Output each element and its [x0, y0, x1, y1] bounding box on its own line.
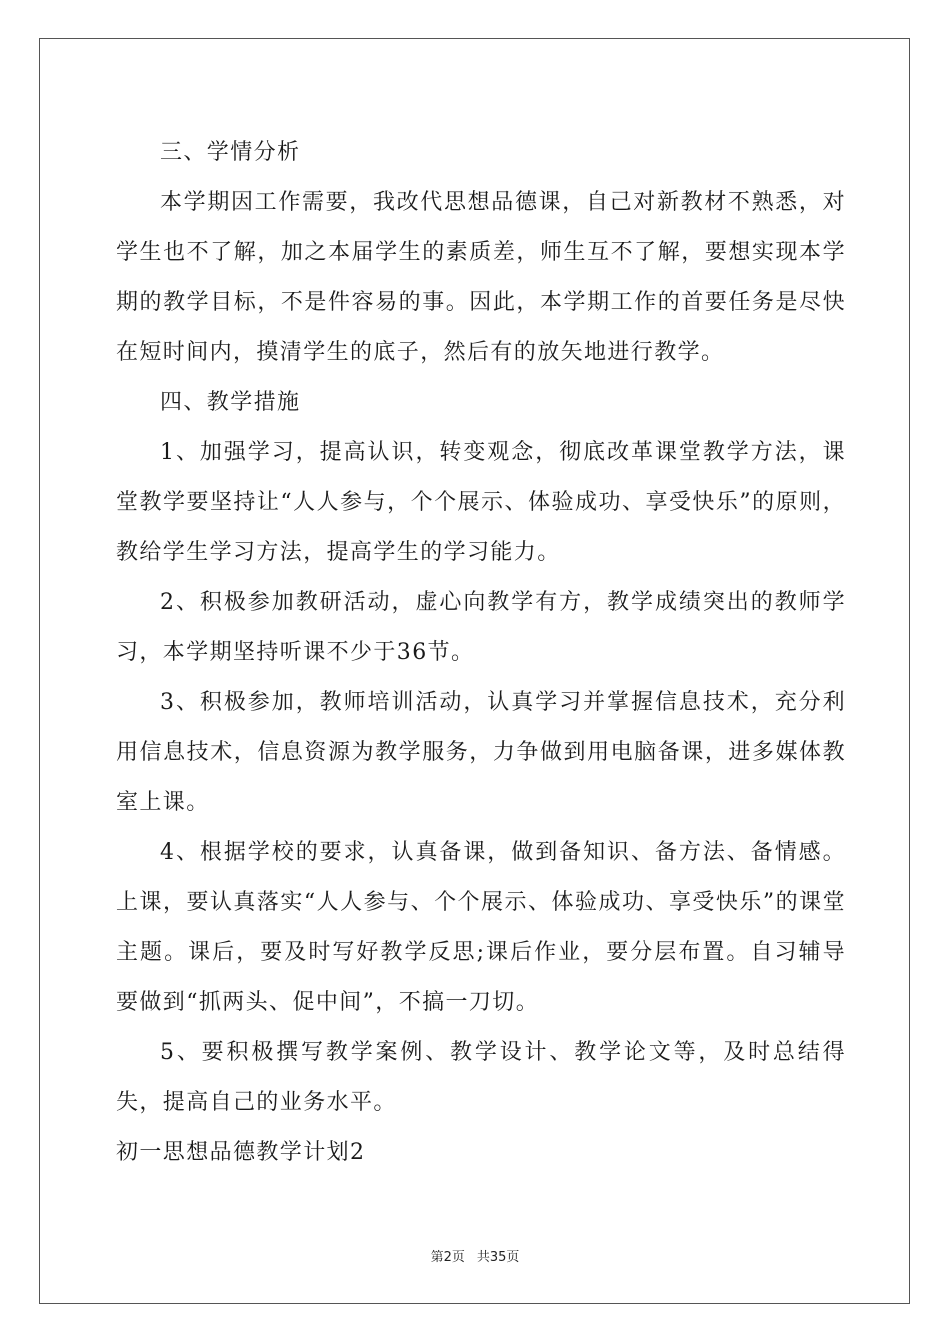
section-heading-4: 四、教学措施	[160, 390, 301, 415]
paragraph-measure-4: 4、根据学校的要求，认真备课，做到备知识、备方法、备情感。上课，要认真落实“人人参与、个个展示、体验成功、享受快乐”的课堂主题。课后，要及时写好教学反思;课后作业，要分层布置。自习辅导要做到“抓两头、促中间”，不搞一刀切。	[116, 840, 846, 1015]
paragraph-measure-3: 3、积极参加，教师培训活动，认真学习并掌握信息技术，充分利用信息技术，信息资源为教学服务，力争做到用电脑备课，进多媒体教室上课。	[116, 690, 846, 815]
paragraph-measure-2: 2、积极参加教研活动，虚心向教学有方，教学成绩突出的教师学习，本学期坚持听课不少于36节。	[116, 590, 846, 665]
page-number: 第2页	[430, 1250, 465, 1265]
page-footer	[0, 1246, 950, 1265]
section-heading-3: 三、学情分析	[160, 140, 301, 165]
next-plan-title: 初一思想品德教学计划2	[116, 1140, 366, 1165]
document-body	[116, 128, 846, 1178]
paragraph-measure-5: 5、要积极撰写教学案例、教学设计、教学论文等，及时总结得失，提高自己的业务水平。	[116, 1040, 846, 1115]
paragraph-analysis: 本学期因工作需要，我改代思想品德课，自己对新教材不熟悉，对学生也不了解，加之本届学生的素质差，师生互不了解，要想实现本学期的教学目标，不是件容易的事。因此，本学期工作的首要任务是尽快在短时间内，摸清学生的底子，然后有的放矢地进行教学。	[116, 190, 846, 365]
page-total: 共35页	[476, 1250, 520, 1265]
paragraph-measure-1: 1、加强学习，提高认识，转变观念，彻底改革课堂教学方法，课堂教学要坚持让“人人参与，个个展示、体验成功、享受快乐”的原则，教给学生学习方法，提高学生的学习能力。	[116, 440, 846, 565]
